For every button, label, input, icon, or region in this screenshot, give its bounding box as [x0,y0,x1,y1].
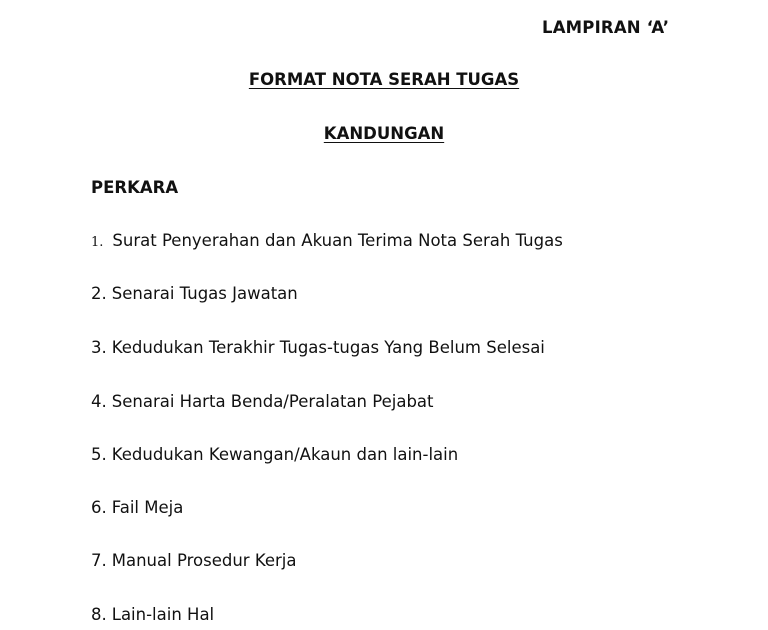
item-number: 2. [91,284,107,303]
list-item [91,338,545,357]
section-heading: PERKARA [91,178,179,197]
list-item [91,284,298,303]
item-number: 3. [91,338,107,357]
item-number: 7. [91,551,107,570]
item-text: Fail Meja [111,498,184,517]
item-number: 1. [91,235,104,250]
document-title: FORMAT NOTA SERAH TUGAS [248,70,520,89]
item-number: 8. [91,605,107,624]
item-number: 4. [91,392,107,411]
list-item [91,498,183,517]
item-text: Kedudukan Terakhir Tugas-tugas Yang Belum Selesai [111,338,545,357]
item-text: Kedudukan Kewangan/Akaun dan lain-lain [111,445,459,464]
list-item [91,231,563,250]
item-text: Senarai Harta Benda/Peralatan Pejabat [111,392,434,411]
item-text: Lain-lain Hal [111,605,215,624]
item-text: Surat Penyerahan dan Akuan Terima Nota Serah Tugas [112,231,563,250]
list-item [91,551,296,570]
list-item [91,605,214,624]
contents-heading: KANDUNGAN [323,124,445,143]
appendix-label: LAMPIRAN ‘A’ [542,18,670,37]
item-text: Senarai Tugas Jawatan [111,284,298,303]
item-number: 6. [91,498,107,517]
item-text: Manual Prosedur Kerja [111,551,297,570]
list-item [91,445,458,464]
item-number: 5. [91,445,107,464]
list-item [91,392,434,411]
